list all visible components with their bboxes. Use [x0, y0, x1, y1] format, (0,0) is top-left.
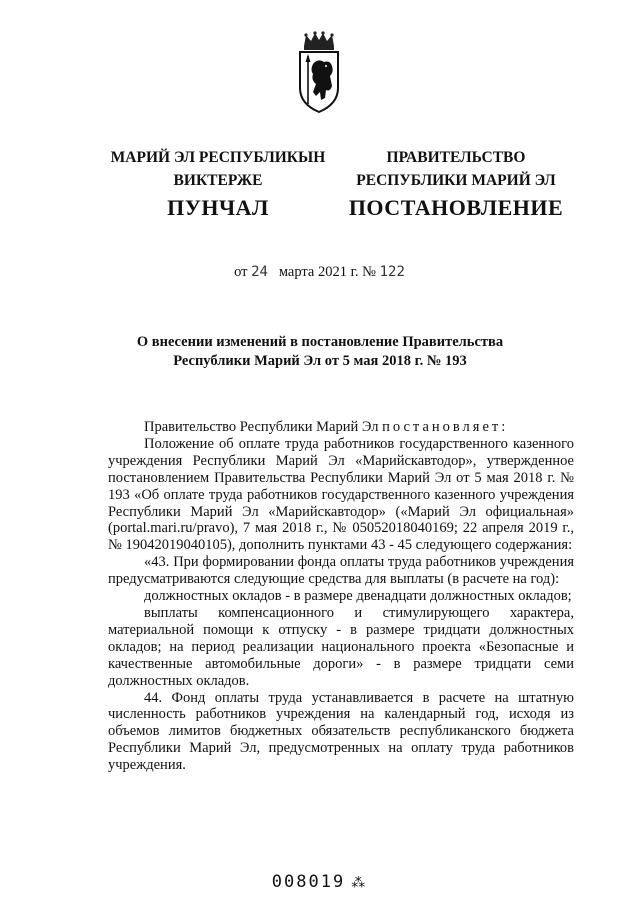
- header-left-doc-type: ПУНЧАЛ: [167, 195, 269, 220]
- body-paragraph: выплаты компенсационного и стимулирующего характера, материальной помощи к отпуску - в размере тридцати должностных окладов; на период реализации национального проекта «Безопасные и качественные автомобильные дороги» - в размере тридцати семи должностных окладов.: [108, 604, 574, 689]
- header-left-line1: МАРИЙ ЭЛ РЕСПУБЛИКЫН: [110, 149, 326, 166]
- date-month-year: марта 2021 г. №: [278, 264, 376, 280]
- intro-paragraph: [108, 419, 574, 436]
- document-body: [108, 419, 574, 774]
- body-paragraph: «43. При формировании фонда оплаты труда работников учреждения предусматриваются следующие средства для выплаты (в расчете на год):: [108, 554, 574, 588]
- header-right-russian: [316, 146, 596, 222]
- date-line: [0, 264, 639, 281]
- date-prefix: от: [234, 264, 248, 280]
- document-number: 122: [379, 264, 405, 280]
- body-paragraph: Положение об оплате труда работников государственного казенного учреждения Республики Марий Эл «Марийскавтодор», утвержденное постановлением Правительства Республики Марий Эл от 5 мая 2018 г. № 193 «Об оплате труда работников государственного казенного учреждения Республики Марий Эл «Марийскавтодор» («Марий Эл официальная» (portal.mari.ru/pravo), 7 мая 2018 г., № 05052018040169; 22 апреля 2019 г., № 19042019040105), дополнить пунктами 43 - 45 следующего содержания:: [108, 435, 574, 554]
- body-paragraph: должностных окладов - в размере двенадцати должностных окладов;: [144, 588, 572, 605]
- stamp-mark-icon: ⁂: [351, 875, 368, 891]
- header-right-line2: РЕСПУБЛИКИ МАРИЙ ЭЛ: [356, 172, 556, 189]
- title-line2: Республики Марий Эл от 5 мая 2018 г. № 193: [173, 353, 467, 369]
- header-right-doc-type: ПОСТАНОВЛЕНИЕ: [348, 195, 564, 220]
- title-line1: О внесении изменений в постановление Правительства: [136, 334, 504, 350]
- header-left-line2: ВИКТЕРЖЕ: [173, 172, 263, 189]
- serial-number: 008019: [271, 872, 346, 892]
- intro-subject: Правительство Республики Марий Эл: [144, 419, 379, 435]
- date-day: 24: [251, 264, 268, 280]
- body-paragraph: 44. Фонд оплаты труда устанавливается в расчете на штатную численность работников учреждения на календарный год, исходя из объемов лимитов бюджетных обязательств республиканского бюджета Республики Марий Эл, предусмотренных на оплату труда работников учреждения.: [108, 689, 574, 774]
- coat-of-arms-emblem-icon: [296, 30, 342, 114]
- header-right-line1: ПРАВИТЕЛЬСТВО: [386, 149, 526, 166]
- serial-stamp: [0, 872, 639, 892]
- intro-verb: постановляет:: [382, 419, 509, 435]
- document-title: [60, 333, 580, 371]
